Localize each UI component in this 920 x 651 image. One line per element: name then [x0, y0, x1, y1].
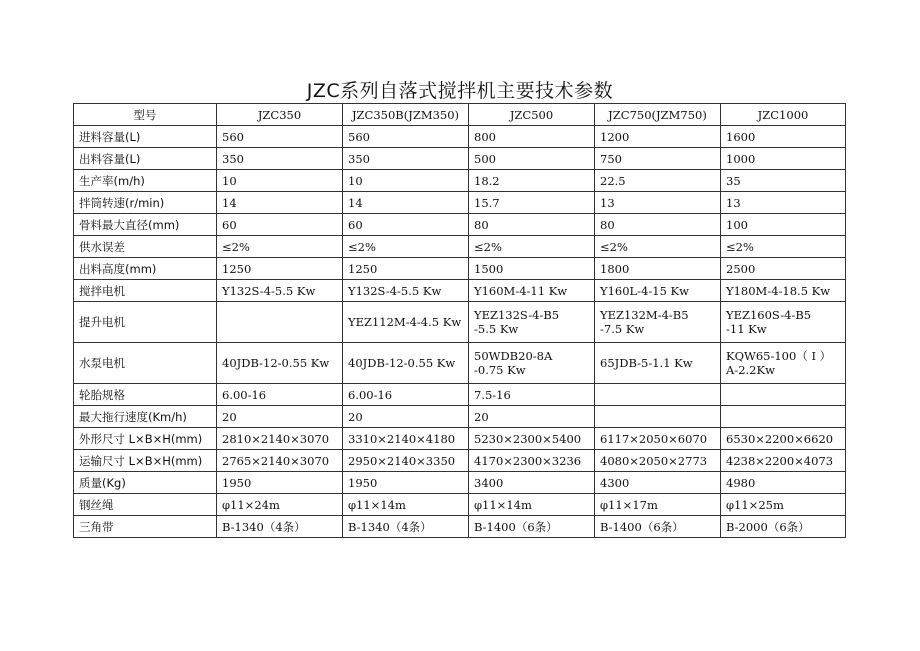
header-cell-jzc350: JZC350 — [217, 104, 343, 126]
row-label: 生产率(m/h) — [74, 170, 217, 192]
table-cell: ≤2% — [343, 236, 469, 258]
table-cell: 40JDB-12-0.55 Kw — [217, 343, 343, 384]
table-cell — [595, 406, 721, 428]
table-cell: 80 — [469, 214, 595, 236]
table-row — [74, 406, 846, 428]
table-cell: 350 — [343, 148, 469, 170]
row-label: 运输尺寸 L×B×H(mm) — [74, 450, 217, 472]
table-cell: 1250 — [343, 258, 469, 280]
table-cell: 13 — [721, 192, 846, 214]
table-row — [74, 516, 846, 538]
table-cell: 560 — [343, 126, 469, 148]
row-label: 出料高度(mm) — [74, 258, 217, 280]
table-cell: 350 — [217, 148, 343, 170]
table-row — [74, 192, 846, 214]
table-row — [74, 236, 846, 258]
table-cell: B-1400（6条） — [595, 516, 721, 538]
table-cell: 1950 — [217, 472, 343, 494]
table-cell: B-1400（6条） — [469, 516, 595, 538]
table-cell: 15.7 — [469, 192, 595, 214]
table-cell: Y160L-4-15 Kw — [595, 280, 721, 302]
table-cell: B-2000（6条） — [721, 516, 846, 538]
row-label: 三角带 — [74, 516, 217, 538]
table-cell: 22.5 — [595, 170, 721, 192]
table-cell: Y160M-4-11 Kw — [469, 280, 595, 302]
header-cell-jzc500: JZC500 — [469, 104, 595, 126]
table-cell: ≤2% — [721, 236, 846, 258]
table-cell: 60 — [343, 214, 469, 236]
row-label: 轮胎规格 — [74, 384, 217, 406]
table-cell: 1600 — [721, 126, 846, 148]
table-cell: 20 — [217, 406, 343, 428]
table-cell: 1200 — [595, 126, 721, 148]
table-cell: 500 — [469, 148, 595, 170]
table-cell: φ11×25m — [721, 494, 846, 516]
table-cell: 2765×2140×3070 — [217, 450, 343, 472]
table-cell: 6.00-16 — [343, 384, 469, 406]
row-label: 钢丝绳 — [74, 494, 217, 516]
table-cell: 7.5-16 — [469, 384, 595, 406]
header-cell-model: 型号 — [74, 104, 217, 126]
table-cell: 750 — [595, 148, 721, 170]
table-cell: 1250 — [217, 258, 343, 280]
table-cell: 2810×2140×3070 — [217, 428, 343, 450]
table-cell: 2500 — [721, 258, 846, 280]
table-cell: 800 — [469, 126, 595, 148]
table-cell: 14 — [217, 192, 343, 214]
table-cell: 80 — [595, 214, 721, 236]
cell-line: KQW65-100（ Ⅰ ） — [726, 349, 832, 363]
table-cell: 1800 — [595, 258, 721, 280]
table-cell: B-1340（4条） — [343, 516, 469, 538]
table-row — [74, 472, 846, 494]
table-row — [74, 258, 846, 280]
table-cell — [469, 343, 595, 384]
cell-line: 50WDB20-8A — [474, 349, 553, 363]
table-row — [74, 126, 846, 148]
table-cell: 6.00-16 — [217, 384, 343, 406]
row-label: 最大拖行速度(Km/h) — [74, 406, 217, 428]
table-cell: Y132S-4-5.5 Kw — [343, 280, 469, 302]
row-label: 提升电机 — [74, 302, 217, 343]
cell-line: YEZ132S-4-B5 — [474, 308, 560, 322]
row-label: 外形尺寸 L×B×H(mm) — [74, 428, 217, 450]
table-row — [74, 170, 846, 192]
table-cell: 14 — [343, 192, 469, 214]
row-label: 搅拌电机 — [74, 280, 217, 302]
table-cell — [595, 302, 721, 343]
spec-table — [73, 103, 846, 538]
table-cell: 10 — [217, 170, 343, 192]
table-cell: 40JDB-12-0.55 Kw — [343, 343, 469, 384]
table-cell — [595, 384, 721, 406]
row-label: 骨料最大直径(mm) — [74, 214, 217, 236]
table-cell: 4170×2300×3236 — [469, 450, 595, 472]
cell-line: YEZ160S-4-B5 — [726, 308, 812, 322]
table-cell: 18.2 — [469, 170, 595, 192]
table-cell: ≤2% — [469, 236, 595, 258]
table-cell — [721, 343, 846, 384]
row-label: 质量(Kg) — [74, 472, 217, 494]
table-cell: 3310×2140×4180 — [343, 428, 469, 450]
table-cell: 4300 — [595, 472, 721, 494]
table-cell: 6530×2200×6620 — [721, 428, 846, 450]
table-cell: 35 — [721, 170, 846, 192]
table-cell: 10 — [343, 170, 469, 192]
table-row — [74, 494, 846, 516]
table-cell: 20 — [469, 406, 595, 428]
table-row — [74, 343, 846, 384]
row-label: 出料容量(L) — [74, 148, 217, 170]
table-cell: 6117×2050×6070 — [595, 428, 721, 450]
table-cell: 20 — [343, 406, 469, 428]
table-cell: 1000 — [721, 148, 846, 170]
table-cell: φ11×17m — [595, 494, 721, 516]
table-cell: 1950 — [343, 472, 469, 494]
table-cell — [721, 384, 846, 406]
table-cell: 2950×2140×3350 — [343, 450, 469, 472]
table-cell — [469, 302, 595, 343]
table-cell: ≤2% — [217, 236, 343, 258]
header-row — [74, 104, 846, 126]
header-cell-jzc350b: JZC350B(JZM350) — [343, 104, 469, 126]
table-cell: 13 — [595, 192, 721, 214]
table-cell: 560 — [217, 126, 343, 148]
table-row — [74, 384, 846, 406]
header-cell-jzc1000: JZC1000 — [721, 104, 846, 126]
table-cell: 4980 — [721, 472, 846, 494]
table-row — [74, 428, 846, 450]
table-cell: 4238×2200×4073 — [721, 450, 846, 472]
table-cell: Y132S-4-5.5 Kw — [217, 280, 343, 302]
table-cell: YEZ112M-4-4.5 Kw — [343, 302, 469, 343]
table-cell: B-1340（4条） — [217, 516, 343, 538]
cell-line: YEZ132M-4-B5 — [600, 308, 689, 322]
table-cell: ≤2% — [595, 236, 721, 258]
table-cell: 4080×2050×2773 — [595, 450, 721, 472]
row-label: 进料容量(L) — [74, 126, 217, 148]
cell-line: -11 Kw — [726, 322, 767, 336]
table-row — [74, 280, 846, 302]
cell-line: -0.75 Kw — [474, 363, 526, 377]
cell-line: A-2.2Kw — [726, 363, 775, 377]
table-row — [74, 214, 846, 236]
table-cell: φ11×24m — [217, 494, 343, 516]
table-row — [74, 450, 846, 472]
table-cell — [721, 406, 846, 428]
table-cell: 60 — [217, 214, 343, 236]
table-cell: 5230×2300×5400 — [469, 428, 595, 450]
table-cell: 100 — [721, 214, 846, 236]
row-label: 水泵电机 — [74, 343, 217, 384]
cell-line: -5.5 Kw — [474, 322, 519, 336]
document-title: JZC系列自落式搅拌机主要技术参数 — [306, 80, 614, 102]
table-cell: φ11×14m — [469, 494, 595, 516]
table-cell — [217, 302, 343, 343]
table-row — [74, 302, 846, 343]
table-cell — [721, 302, 846, 343]
table-cell: Y180M-4-18.5 Kw — [721, 280, 846, 302]
cell-line: -7.5 Kw — [600, 322, 645, 336]
row-label: 供水误差 — [74, 236, 217, 258]
row-label: 拌筒转速(r/min) — [74, 192, 217, 214]
table-row — [74, 148, 846, 170]
table-cell: 65JDB-5-1.1 Kw — [595, 343, 721, 384]
table-cell: 3400 — [469, 472, 595, 494]
table-cell: φ11×14m — [343, 494, 469, 516]
header-cell-jzc750: JZC750(JZM750) — [595, 104, 721, 126]
table-cell: 1500 — [469, 258, 595, 280]
